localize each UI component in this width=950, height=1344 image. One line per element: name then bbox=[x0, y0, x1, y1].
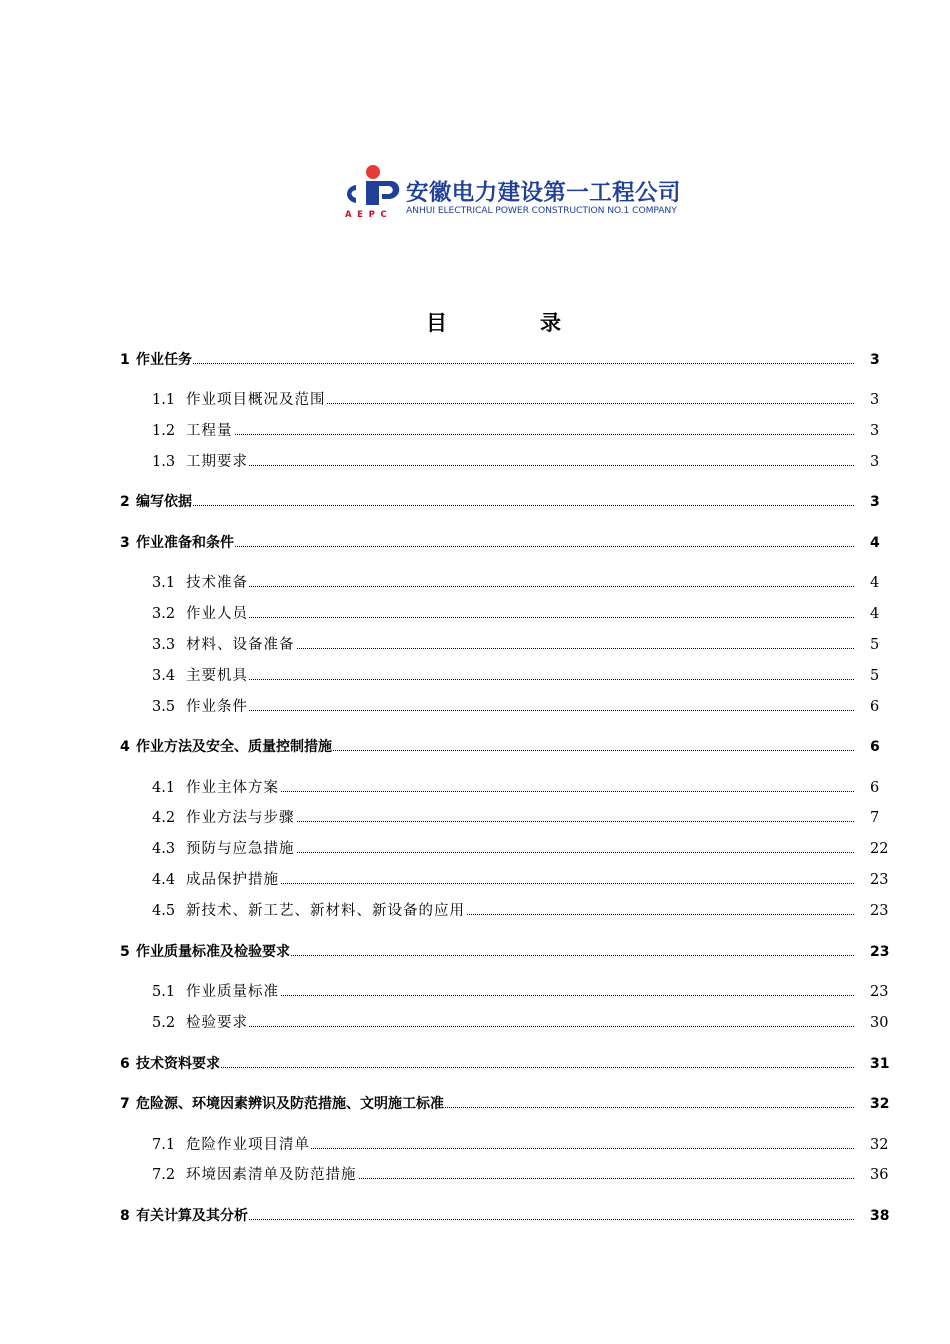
toc-entry-page: 4 bbox=[870, 535, 880, 551]
dot-leader bbox=[190, 883, 854, 884]
toc-entry-number: 4.1 bbox=[152, 780, 176, 796]
toc-entry[interactable] bbox=[0, 533, 950, 553]
toc-entry-label: 工期要求 bbox=[186, 454, 248, 470]
toc-entry-page: 38 bbox=[870, 1208, 890, 1224]
toc-entry-number: 5.2 bbox=[152, 1015, 176, 1031]
toc-entry[interactable] bbox=[0, 604, 950, 624]
toc-entry-label: 作业任务 bbox=[136, 352, 192, 368]
toc-entry-label: 作业方法与步骤 bbox=[186, 810, 295, 826]
dot-leader bbox=[190, 791, 854, 792]
aepc-emblem-icon bbox=[342, 163, 404, 215]
toc-entry-number: 3.1 bbox=[152, 575, 176, 591]
toc-entry-number: 7.1 bbox=[152, 1137, 176, 1153]
company-logo bbox=[342, 163, 682, 223]
toc-entry-number: 8 bbox=[120, 1208, 130, 1224]
toc-entry[interactable] bbox=[0, 1135, 950, 1155]
toc-entry-page: 6 bbox=[870, 780, 880, 796]
toc-entry-label: 作业质量标准及检验要求 bbox=[136, 944, 290, 960]
toc-entry-label: 危险作业项目清单 bbox=[186, 1137, 310, 1153]
toc-entry-number: 4.2 bbox=[152, 810, 176, 826]
toc-entry-label: 编写依据 bbox=[136, 494, 192, 510]
toc-entry-label: 作业主体方案 bbox=[186, 780, 279, 796]
toc-entry-label: 有关计算及其分析 bbox=[136, 1208, 248, 1224]
toc-entry[interactable] bbox=[0, 1013, 950, 1033]
toc-entry-label: 作业项目概况及范围 bbox=[186, 392, 326, 408]
toc-entry-page: 5 bbox=[870, 637, 880, 653]
toc-entry-page: 4 bbox=[870, 575, 880, 591]
toc-entry-number: 3.5 bbox=[152, 699, 176, 715]
toc-entry-page: 6 bbox=[870, 699, 880, 715]
toc-entry-number: 4.3 bbox=[152, 841, 176, 857]
toc-entry[interactable] bbox=[0, 666, 950, 686]
toc-entry-page: 30 bbox=[870, 1015, 889, 1031]
toc-title bbox=[0, 307, 950, 337]
dot-leader bbox=[140, 363, 854, 364]
toc-entry-label: 作业方法及安全、质量控制措施 bbox=[136, 739, 332, 755]
dot-leader bbox=[190, 1026, 854, 1027]
toc-entry[interactable] bbox=[0, 982, 950, 1002]
toc-entry-label: 技术准备 bbox=[186, 575, 248, 591]
toc-entry-label: 检验要求 bbox=[186, 1015, 248, 1031]
toc-entry-label: 作业人员 bbox=[186, 606, 248, 622]
toc-entry-number: 1 bbox=[120, 352, 130, 368]
dot-leader bbox=[190, 465, 854, 466]
toc-entry-label: 主要机具 bbox=[186, 668, 248, 684]
dot-leader bbox=[190, 434, 854, 435]
toc-entry-page: 3 bbox=[870, 352, 880, 368]
toc-entry[interactable] bbox=[0, 942, 950, 962]
toc-entry-page: 3 bbox=[870, 392, 880, 408]
toc-entry-number: 4 bbox=[120, 739, 130, 755]
toc-entry-page: 23 bbox=[870, 903, 889, 919]
toc-entry-number: 2 bbox=[120, 494, 130, 510]
toc-entry-number: 1.1 bbox=[152, 392, 176, 408]
toc-entry-label: 危险源、环境因素辨识及防范措施、文明施工标准 bbox=[136, 1096, 444, 1112]
toc-entry[interactable] bbox=[0, 421, 950, 441]
toc-entry[interactable] bbox=[0, 573, 950, 593]
toc-entry-number: 3 bbox=[120, 535, 130, 551]
toc-entry[interactable] bbox=[0, 901, 950, 921]
toc-entry-number: 1.3 bbox=[152, 454, 176, 470]
toc-entry-label: 作业准备和条件 bbox=[136, 535, 234, 551]
toc-entry-label: 预防与应急措施 bbox=[186, 841, 295, 857]
toc-entry-number: 4.4 bbox=[152, 872, 176, 888]
toc-entry[interactable] bbox=[0, 1206, 950, 1226]
toc-entry-number: 7.2 bbox=[152, 1167, 176, 1183]
toc-entry-number: 5 bbox=[120, 944, 130, 960]
toc-entry[interactable] bbox=[0, 635, 950, 655]
toc-entry[interactable] bbox=[0, 870, 950, 890]
toc-entry[interactable] bbox=[0, 839, 950, 859]
toc-entry[interactable] bbox=[0, 737, 950, 757]
toc-entry[interactable] bbox=[0, 697, 950, 717]
logo-company-name-en: ANHUI ELECTRICAL POWER CONSTRUCTION NO.1 COMPANY bbox=[406, 205, 677, 216]
toc-entry[interactable] bbox=[0, 1054, 950, 1074]
toc-entry[interactable] bbox=[0, 808, 950, 828]
dot-leader bbox=[190, 617, 854, 618]
toc-entry-label: 工程量 bbox=[186, 423, 233, 439]
toc-entry-page: 23 bbox=[870, 872, 889, 888]
dot-leader bbox=[190, 710, 854, 711]
toc-entry[interactable] bbox=[0, 390, 950, 410]
toc-title-right: 录 bbox=[540, 311, 561, 335]
toc-entry-label: 新技术、新工艺、新材料、新设备的应用 bbox=[186, 903, 465, 919]
toc-entry[interactable] bbox=[0, 492, 950, 512]
toc-entry-number: 4.5 bbox=[152, 903, 176, 919]
toc-entry-page: 4 bbox=[870, 606, 880, 622]
toc-entry-number: 5.1 bbox=[152, 984, 176, 1000]
toc-entry[interactable] bbox=[0, 1094, 950, 1114]
toc-entry-label: 环境因素清单及防范措施 bbox=[186, 1167, 357, 1183]
toc-entry-page: 3 bbox=[870, 454, 880, 470]
toc-entry-number: 1.2 bbox=[152, 423, 176, 439]
toc-entry-number: 7 bbox=[120, 1096, 130, 1112]
toc-entry[interactable] bbox=[0, 1165, 950, 1185]
toc-entry-page: 3 bbox=[870, 423, 880, 439]
dot-leader bbox=[190, 586, 854, 587]
toc-entry-number: 3.4 bbox=[152, 668, 176, 684]
toc-entry-page: 23 bbox=[870, 944, 890, 960]
toc-entry-page: 22 bbox=[870, 841, 889, 857]
toc-entry-number: 6 bbox=[120, 1056, 130, 1072]
toc-entry-page: 3 bbox=[870, 494, 880, 510]
dot-leader bbox=[190, 679, 854, 680]
toc-entry[interactable] bbox=[0, 350, 950, 370]
toc-entry-page: 7 bbox=[870, 810, 880, 826]
logo-company-name-cn: 安徽电力建设第一工程公司 bbox=[406, 180, 681, 206]
logo-abbreviation: AEPC bbox=[345, 210, 393, 220]
toc-entry-page: 31 bbox=[870, 1056, 890, 1072]
toc-entry-number: 3.2 bbox=[152, 606, 176, 622]
toc-entry-label: 作业质量标准 bbox=[186, 984, 279, 1000]
toc-entry[interactable] bbox=[0, 778, 950, 798]
toc-entry[interactable] bbox=[0, 452, 950, 472]
dot-leader bbox=[140, 1067, 854, 1068]
toc-entry-label: 技术资料要求 bbox=[136, 1056, 220, 1072]
toc-entry-number: 3.3 bbox=[152, 637, 176, 653]
toc-entry-page: 23 bbox=[870, 984, 889, 1000]
toc-entry-page: 32 bbox=[870, 1096, 890, 1112]
dot-leader bbox=[140, 505, 854, 506]
toc-entry-label: 成品保护措施 bbox=[186, 872, 279, 888]
dot-leader bbox=[140, 546, 854, 547]
toc-entry-page: 6 bbox=[870, 739, 880, 755]
toc-entry-page: 36 bbox=[870, 1167, 889, 1183]
toc-entry-label: 材料、设备准备 bbox=[186, 637, 295, 653]
toc-entry-page: 32 bbox=[870, 1137, 889, 1153]
toc-title-left: 目 bbox=[426, 311, 447, 335]
toc-entry-label: 作业条件 bbox=[186, 699, 248, 715]
toc-entry-page: 5 bbox=[870, 668, 880, 684]
dot-leader bbox=[190, 995, 854, 996]
